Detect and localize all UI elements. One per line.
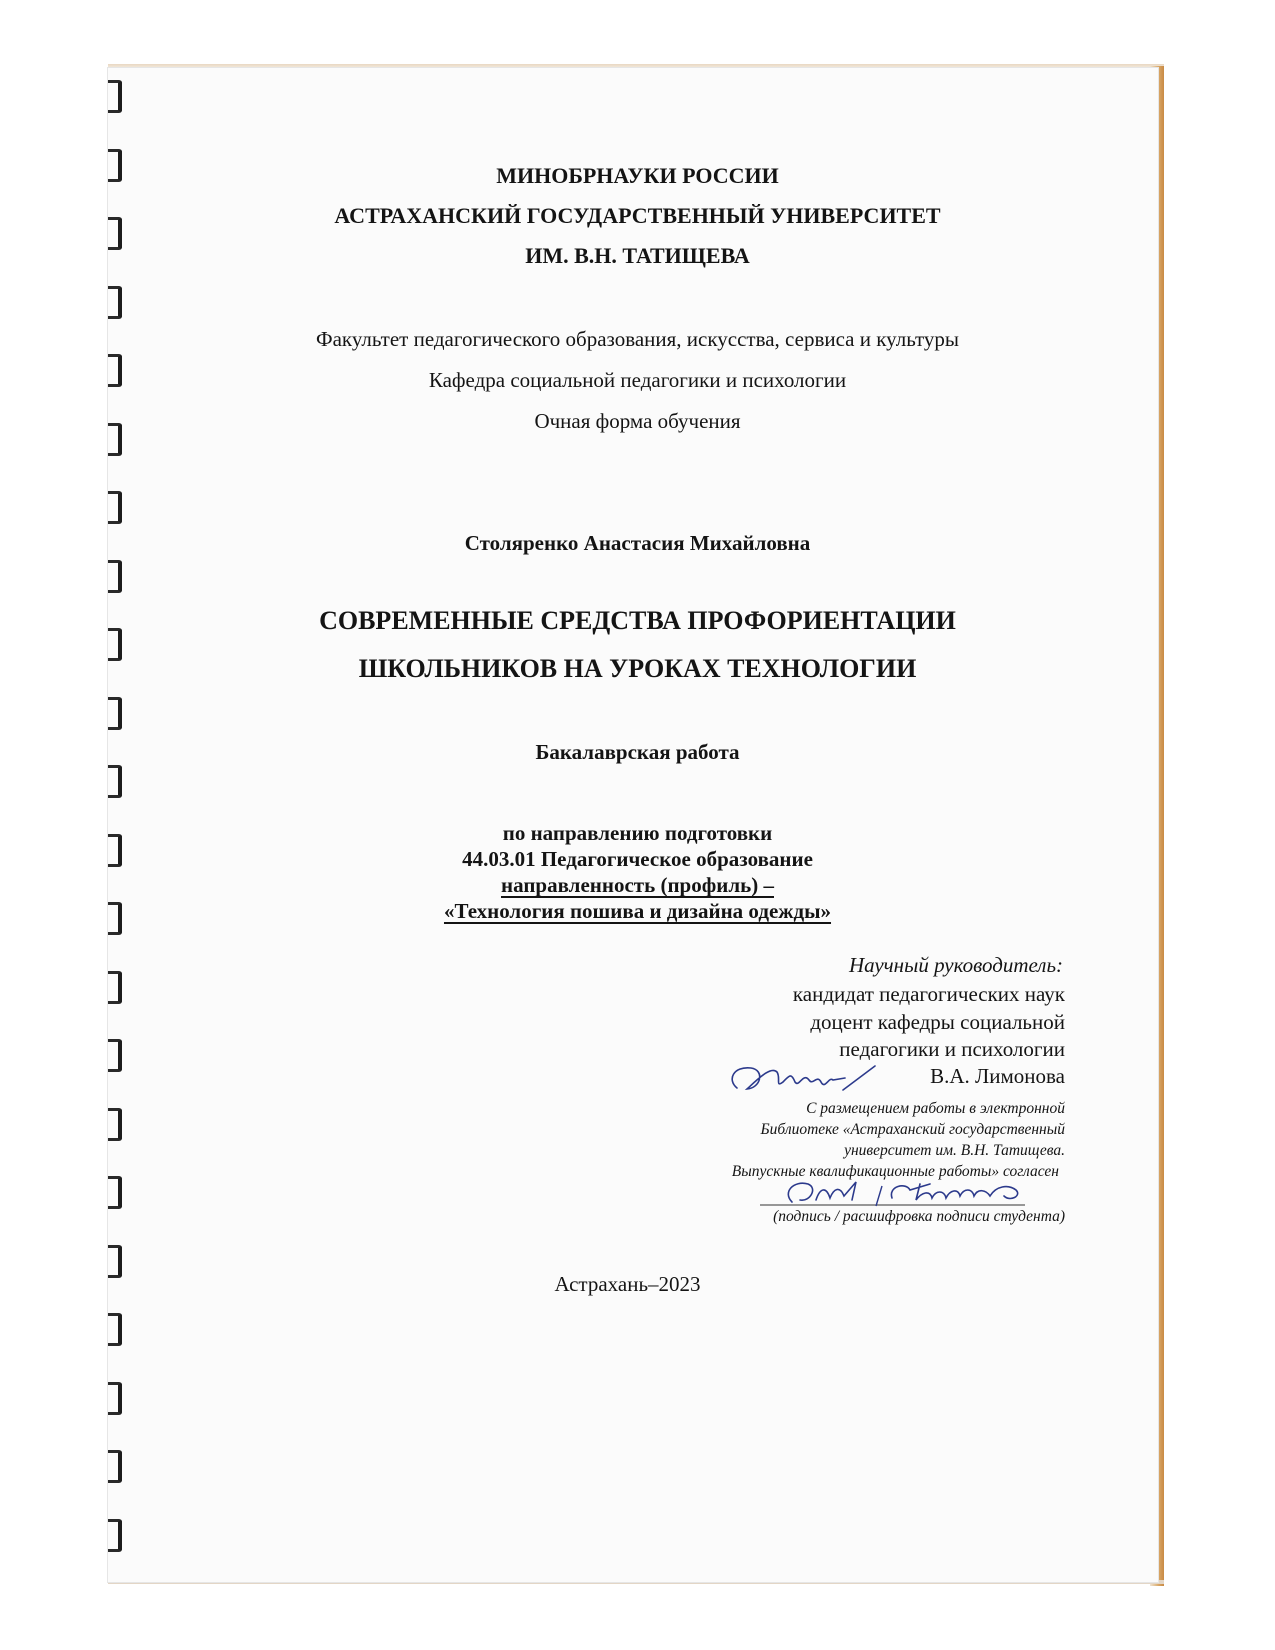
consent-line1: С размещением работы в электронной <box>806 1100 1065 1117</box>
binding-ring <box>108 560 122 593</box>
supervisor-signature <box>725 1058 885 1098</box>
city-year: Астрахань–2023 <box>554 1272 701 1296</box>
binding-ring <box>108 1176 122 1209</box>
supervisor-degree: кандидат педагогических наук <box>792 982 1065 1006</box>
author-name: Столяренко Анастасия Михайловна <box>464 531 811 555</box>
ministry-heading: МИНОБРНАУКИ РОССИИ <box>496 163 779 188</box>
named-after-heading: ИМ. В.Н. ТАТИЩЕВА <box>525 243 750 268</box>
binding-ring <box>108 697 122 730</box>
binding-ring <box>108 80 122 113</box>
binding-ring <box>108 1039 122 1072</box>
supervisor-position-line2: педагогики и психологии <box>839 1037 1065 1061</box>
binding-ring <box>108 1108 122 1141</box>
student-signature <box>760 1176 1060 1212</box>
binding-ring <box>108 1313 122 1346</box>
signature-caption: (подпись / расшифровка подписи студента) <box>773 1208 1065 1225</box>
direction-line3: направленность (профиль) – <box>501 873 774 897</box>
binding-ring <box>108 1519 122 1552</box>
supervisor-name: В.А. Лимонова <box>930 1064 1065 1088</box>
consent-line3: университет им. В.Н. Татищева. <box>844 1142 1065 1159</box>
supervisor-label: Научный руководитель: <box>848 953 1063 977</box>
thesis-title-line1: СОВРЕМЕННЫЕ СРЕДСТВА ПРОФОРИЕНТАЦИИ <box>319 606 956 635</box>
consent-line2: Библиотеке «Астраханский государственный <box>760 1121 1065 1138</box>
faculty-line: Факультет педагогического образования, искусства, сервиса и культуры <box>316 327 959 351</box>
consent-line4: Выпускные квалификационные работы» согласен <box>731 1163 1059 1180</box>
department-line: Кафедра социальной педагогики и психологии <box>428 368 847 392</box>
binding-ring <box>108 286 122 319</box>
binding-ring <box>108 1382 122 1415</box>
binding-ring <box>108 491 122 524</box>
binding-ring <box>108 971 122 1004</box>
direction-line2: 44.03.01 Педагогическое образование <box>462 847 813 871</box>
study-form-line: Очная форма обучения <box>534 409 741 433</box>
work-type: Бакалаврская работа <box>535 740 740 764</box>
thesis-title-line2: ШКОЛЬНИКОВ НА УРОКАХ ТЕХНОЛОГИИ <box>358 654 917 683</box>
binding-ring <box>108 765 122 798</box>
binding-ring <box>108 1450 122 1483</box>
direction-line4: «Технология пошива и дизайна одежды» <box>443 899 832 923</box>
supervisor-position-line1: доцент кафедры социальной <box>810 1010 1065 1034</box>
university-heading: АСТРАХАНСКИЙ ГОСУДАРСТВЕННЫЙ УНИВЕРСИТЕТ <box>334 203 941 228</box>
direction-line1: по направлению подготовки <box>502 821 773 845</box>
